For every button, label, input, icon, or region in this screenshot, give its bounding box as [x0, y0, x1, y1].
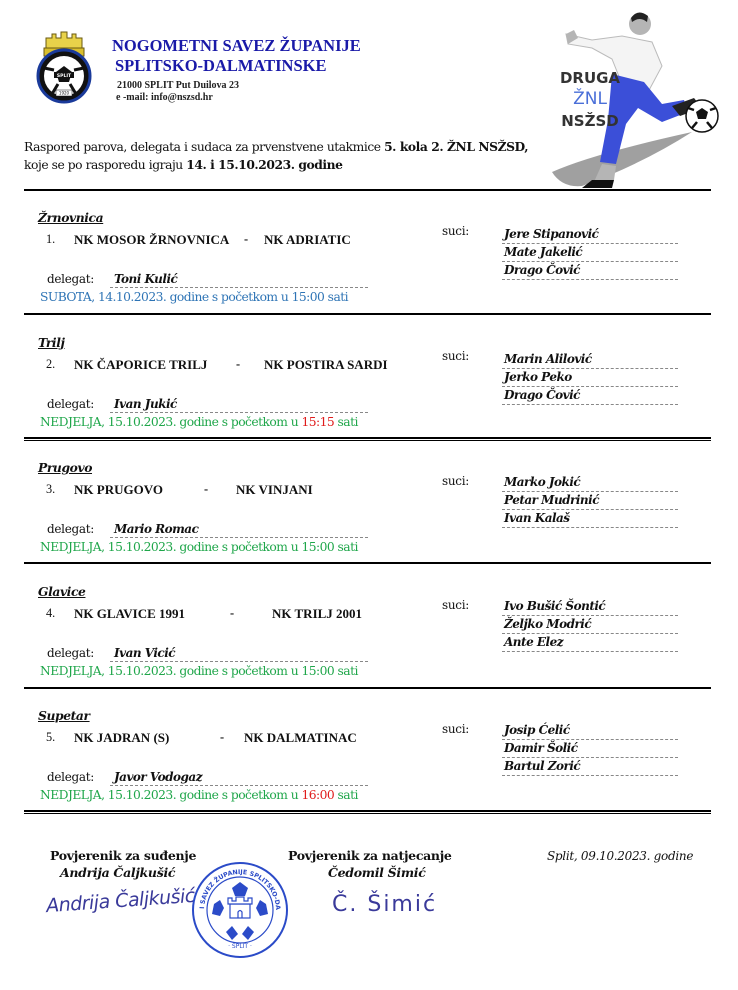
delegate-label: delegat: — [47, 522, 95, 536]
referees-label: suci: — [442, 722, 469, 736]
soccer-ball-icon — [686, 100, 718, 132]
referee-name: Željko Modrić — [502, 616, 678, 634]
match-schedule: NEDJELJA, 15.10.2023. godine s početkom u 16:00 sati — [40, 788, 358, 802]
match-schedule: SUBOTA, 14.10.2023. godine s početkom u 15:00 sati — [40, 290, 349, 304]
emblem-line3: NSŽSD — [561, 112, 619, 130]
delegate-name: Ivan Vicić — [110, 644, 368, 662]
away-team: NK ADRIATIC — [264, 232, 351, 247]
delegate-name: Javor Vodogaz — [110, 768, 368, 786]
referee-name: Josip Ćelić — [502, 722, 678, 740]
referee-name: Jerko Peko — [502, 369, 678, 387]
away-team: NK POSTIRA SARDI — [264, 357, 388, 372]
official-stamp — [190, 860, 290, 960]
competition-commissioner-title: Povjerenik za natjecanje — [288, 848, 452, 863]
vs-dash: - — [220, 730, 225, 744]
kickoff-time: 16:00 — [301, 788, 335, 802]
delegate-label: delegat: — [47, 397, 95, 411]
delegate-name: Mario Romac — [110, 520, 368, 538]
referee-commissioner-signature: Andrija Čaljkušić — [45, 884, 196, 918]
match-number: 4. — [46, 606, 56, 620]
referees-label: suci: — [442, 474, 469, 488]
match-block — [24, 708, 711, 818]
swoosh-decoration — [552, 132, 692, 186]
match-number: 2. — [46, 357, 56, 371]
vs-dash: - — [236, 357, 241, 371]
home-team: NK ČAPORICE TRILJ — [74, 357, 208, 372]
match-venue: Prugovo — [38, 460, 93, 475]
referee-name: Petar Mudrinić — [502, 492, 678, 510]
vs-dash: - — [204, 482, 209, 496]
away-team: NK VINJANI — [236, 482, 313, 497]
delegate-label: delegat: — [47, 770, 95, 784]
match-block — [24, 460, 711, 570]
competition-commissioner-signature: Č. Šimić — [332, 892, 438, 917]
match-venue: Glavice — [38, 584, 86, 599]
svg-text:NOGOMETNI SAVEZ ŽUPANIJE SPLIT: I SAVEZ ŽUPANIJE SPLITSKO-DA — [199, 868, 282, 911]
match-venue: Žrnovnica — [38, 210, 104, 225]
match-schedule: NEDJELJA, 15.10.2023. godine s početkom u 15:00 sati — [40, 664, 358, 678]
kickoff-time: 15:00 — [291, 290, 325, 304]
kickoff-time: 15:00 — [301, 664, 335, 678]
referee-name: Marin Alilović — [502, 351, 678, 369]
referee-name: Jere Stipanović — [502, 226, 678, 244]
match-block — [24, 584, 711, 694]
match-venue: Trilj — [38, 335, 65, 350]
svg-text:· SPLIT ·: · SPLIT · — [228, 943, 252, 950]
delegate-name: Toni Kulić — [110, 270, 368, 288]
vs-dash: - — [244, 232, 249, 246]
svg-text:SPLIT: SPLIT — [56, 74, 72, 79]
org-email: e -mail: info@nszsd.hr — [116, 92, 213, 103]
home-team: NK JADRAN (S) — [74, 730, 170, 745]
delegate-label: delegat: — [47, 646, 95, 660]
match-schedule: NEDJELJA, 15.10.2023. godine s početkom u 15:15 sati — [40, 415, 358, 429]
referee-commissioner-title: Povjerenik za suđenje — [50, 848, 197, 863]
intro-line2: koje se po rasporedu igraju 14. i 15.10.2023. godine — [24, 157, 343, 172]
kickoff-time: 15:15 — [301, 415, 335, 429]
vs-dash: - — [230, 606, 235, 620]
referee-commissioner-name: Andrija Čaljkušić — [60, 865, 176, 880]
match-number: 3. — [46, 482, 56, 496]
match-block — [24, 335, 711, 445]
stamp-icon — [190, 860, 290, 960]
referee-name: Mate Jakelić — [502, 244, 678, 262]
intro-text — [24, 138, 528, 174]
delegate-name: Ivan Jukić — [110, 395, 368, 413]
referee-name: Ivan Kalaš — [502, 510, 678, 528]
match-block — [24, 210, 711, 320]
emblem-line2: ŽNL — [573, 89, 607, 109]
kickoff-time: 15:00 — [301, 540, 335, 554]
intro-line1: Raspored parova, delegata i sudaca za prvenstvene utakmice 5. kola 2. ŽNL NSŽSD, — [24, 139, 529, 154]
home-team: NK GLAVICE 1991 — [74, 606, 186, 621]
referee-name: Bartul Zorić — [502, 758, 678, 776]
svg-text:1920: 1920 — [58, 90, 70, 96]
divider — [24, 189, 711, 191]
referee-name: Marko Jokić — [502, 474, 678, 492]
home-team: NK MOSOR ŽRNOVNICA — [74, 232, 230, 247]
match-number: 1. — [46, 232, 56, 246]
referee-name: Ante Elez — [502, 634, 678, 652]
match-number: 5. — [46, 730, 56, 744]
away-team: NK DALMATINAC — [244, 730, 357, 745]
delegate-label: delegat: — [47, 272, 95, 286]
away-team: NK TRILJ 2001 — [272, 606, 363, 621]
referees-label: suci: — [442, 224, 469, 238]
org-name-line2: SPLITSKO-DALMATINSKE — [115, 56, 327, 75]
organization-name — [112, 36, 361, 76]
referee-name: Drago Čović — [502, 387, 678, 405]
match-schedule: NEDJELJA, 15.10.2023. godine s početkom u 15:00 sati — [40, 540, 358, 554]
competition-commissioner-name: Čedomil Šimić — [328, 865, 426, 880]
referee-name: Damir Šolić — [502, 740, 678, 758]
referees-label: suci: — [442, 349, 469, 363]
org-address: 21000 SPLIT Put Duilova 23 — [117, 80, 240, 91]
association-logo — [32, 30, 96, 105]
emblem-line1: DRUGA — [559, 69, 621, 87]
place-and-date: Split, 09.10.2023. godine — [547, 849, 694, 863]
referees-label: suci: — [442, 598, 469, 612]
league-emblem — [552, 4, 722, 189]
referee-name: Drago Čović — [502, 262, 678, 280]
org-name-line1: NOGOMETNI SAVEZ ŽUPANIJE — [112, 36, 361, 55]
home-team: NK PRUGOVO — [74, 482, 163, 497]
crest-icon — [32, 30, 96, 105]
referee-name: Ivo Bušić Šontić — [502, 598, 678, 616]
match-venue: Supetar — [38, 708, 90, 723]
